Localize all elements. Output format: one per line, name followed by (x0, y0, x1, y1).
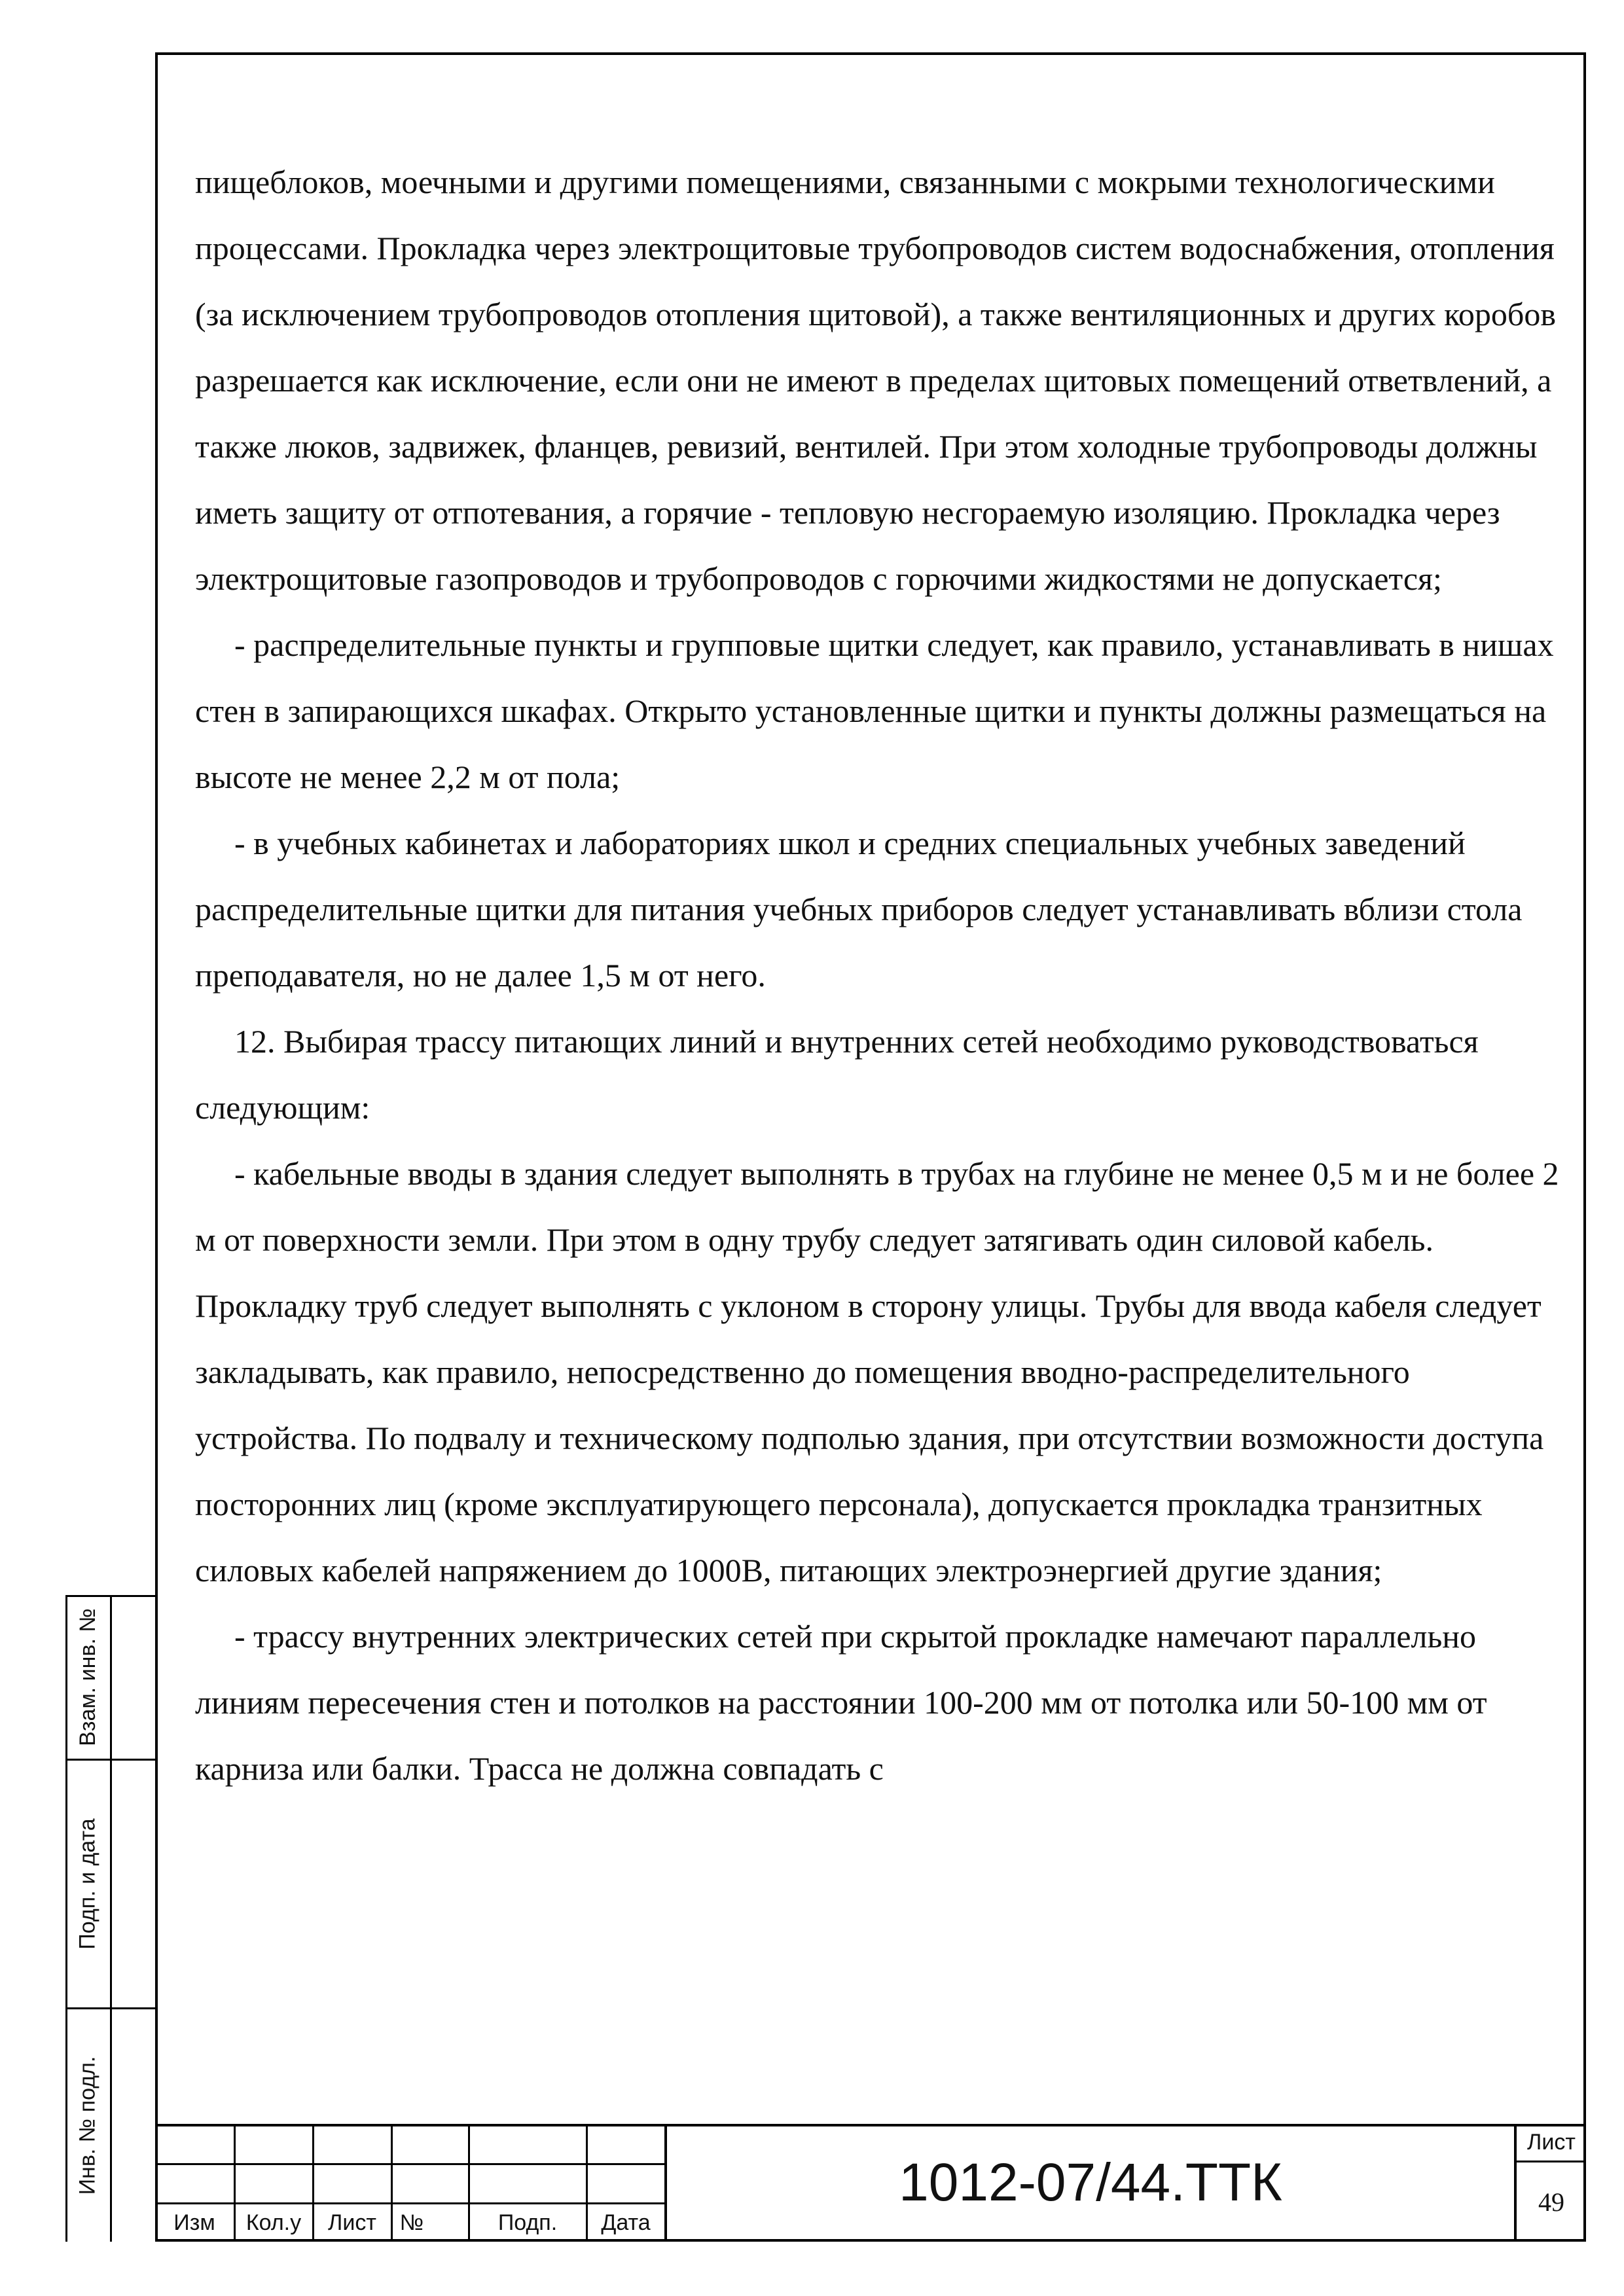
paragraph: - в учебных кабинетах и лабораториях школ и средних специальных учебных заведений распределительные щитки для питания учебных приборов следует устанавливать вблизи стола преподавателя, но не далее 1,5 м от него. (195, 825, 1523, 994)
document-body (195, 149, 1570, 1802)
paragraph: 12. Выбирая трассу питающих линий и внутренних сетей необходимо руководствоваться следующим: (195, 1023, 1479, 1126)
zam-inv-label: Взам. инв. № (75, 1607, 100, 1746)
paragraph: - трассу внутренних электрических сетей при скрытой прокладке намечают параллельно линиям пересечения стен и потолков на расстоянии 100-200 мм от потолка или 50-100 мм от карниза или балки. Трасса не должна совпадать с (195, 1618, 1487, 1787)
podp-data-label: Подп. и дата (75, 1818, 100, 1950)
paragraph: - распределительные пункты и групповые щитки следует, как правило, устанавливать в нишах стен в запирающихся шкафах. Открыто установленные щитки и пункты должны размещаться на высоте не менее 2,2 м от пола; (195, 626, 1554, 795)
document-number: 1012-07/44.ТТК (899, 2153, 1282, 2212)
header-number: № (399, 2210, 424, 2235)
side-stamp (65, 1595, 155, 2242)
zam-inv-label-cell (65, 1595, 110, 1759)
header-list: Лист (328, 2210, 376, 2235)
paragraph: - кабельные вводы в здания следует выполнять в трубах на глубине не менее 0,5 м и не более 2 м от поверхности земли. При этом в одну трубу следует затягивать один силовой кабель. Прокладку труб следует выполнять с уклоном в сторону улицы. Трубы для ввода кабеля следует закладывать, как правило, непосредственно до помещения вводно-распределительного устройства. По подвалу и техническому подполью здания, при отсутствии возможности доступа посторонних лиц (кроме эксплуатирующего персонала), допускается прокладка транзитных силовых кабелей напряжением до 1000В, питающих электроэнергией другие здания; (195, 1155, 1559, 1588)
paragraph: пищеблоков, моечными и другими помещениями, связанными с мокрыми технологическими процессами. Прокладка через электрощитовые трубопроводов систем водоснабжения, отопления (за исключением трубопроводов отопления щитовой), а также вентиляционных и других коробов разрешается как исключение, если они не имеют в пределах щитовых помещений ответвлений, а также люков, задвижек, фланцев, ревизий, вентилей. При этом холодные трубопроводы должны иметь защиту от отпотевания, а горячие - тепловую несгораемую изоляцию. Прокладка через электрощитовые газопроводов и трубопроводов с горючими жидкостями не допускается; (195, 164, 1556, 597)
title-block (155, 2124, 1586, 2242)
header-kol: Кол.у (245, 2210, 302, 2235)
header-data: Дата (601, 2210, 651, 2235)
header-izm: Изм (173, 2210, 215, 2235)
sheet-label: Лист (1527, 2129, 1576, 2155)
header-podp: Подп. (497, 2210, 558, 2235)
podp-data-label-cell (65, 1761, 110, 2007)
inv-podl-label-cell (65, 2009, 110, 2242)
sheet-number: 49 (1538, 2187, 1564, 2217)
inv-podl-label: Инв. № подл. (75, 2056, 100, 2195)
